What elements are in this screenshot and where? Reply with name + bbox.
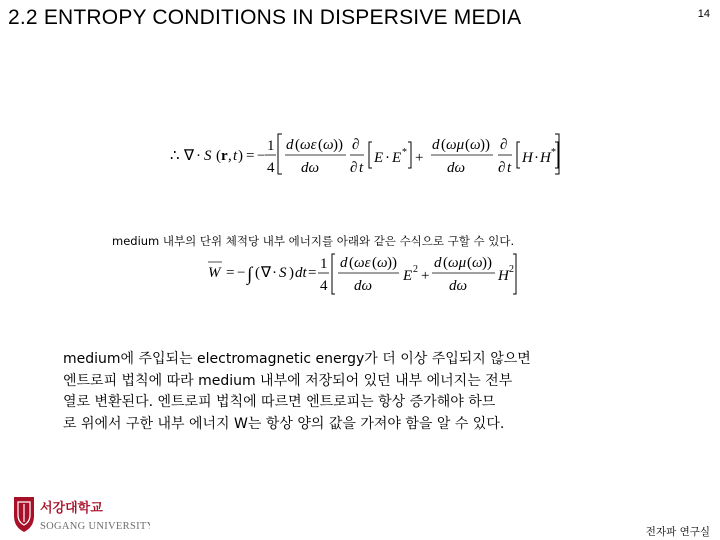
svg-text:4: 4 [320, 278, 328, 294]
university-logo [10, 494, 150, 536]
svg-text:E: E [403, 268, 413, 284]
university-name-english: SOGANG UNIVERSITY [40, 521, 150, 532]
university-name-korean: 서강대학교 [40, 501, 103, 516]
lab-name: 전자파 연구실 [645, 526, 710, 538]
svg-text:·: · [196, 148, 201, 164]
svg-text:*: * [402, 147, 407, 158]
svg-text:=: = [308, 265, 317, 281]
svg-text:ωε: ωε [354, 255, 371, 271]
svg-text:r: r [221, 148, 228, 164]
svg-text:(: ( [349, 255, 354, 271]
svg-text:dt: dt [295, 265, 307, 281]
svg-text:∂: ∂ [352, 137, 360, 153]
paragraph-line: 로 위에서 구한 내부 에너지 W는 항상 양의 값을 가져야 함을 알 수 있다. [63, 415, 505, 432]
svg-text:(: ( [441, 137, 446, 153]
svg-text:+: + [415, 150, 424, 166]
svg-text:ω: ω [323, 137, 334, 153]
svg-text:(: ( [372, 255, 377, 271]
svg-text:d: d [434, 255, 442, 271]
equation-entropy-divergence [170, 128, 560, 180]
svg-text:∂: ∂ [350, 160, 358, 176]
svg-text:,: , [228, 148, 232, 164]
svg-text:H: H [498, 268, 509, 284]
svg-text:)): )) [333, 137, 343, 153]
svg-text:*: * [551, 147, 556, 158]
svg-text:H: H [540, 150, 551, 166]
paragraph-line: medium에 주입되는 electromagnetic energy가 더 이상 주입되지 않으면 [63, 351, 531, 367]
svg-text:E: E [374, 150, 384, 166]
svg-text:W: W [208, 265, 221, 281]
svg-text:)): )) [387, 255, 397, 271]
svg-text:·: · [385, 150, 390, 166]
svg-text:ω: ω [470, 137, 481, 153]
equation-caption: medium 내부의 단위 체적당 내부 에너지를 아래와 같은 수식으로 구할 수 있다. [112, 234, 515, 248]
svg-text:ωμ: ωμ [446, 137, 465, 153]
svg-text:(: ( [443, 255, 448, 271]
paragraph-line: 열로 변환된다. 엔트로피 법칙에 따르면 엔트로피는 항상 증가해야 하므 [63, 394, 496, 410]
svg-text:∇: ∇ [261, 265, 272, 281]
svg-text:(: ( [255, 265, 260, 281]
svg-text:∴: ∴ [170, 148, 180, 164]
svg-text:dω: dω [449, 278, 468, 294]
svg-text:S: S [279, 265, 287, 281]
university-emblem-icon [14, 497, 34, 532]
svg-text:t: t [507, 160, 512, 176]
svg-text:∂: ∂ [500, 137, 508, 153]
paragraph-line: 엔트로피 법칙에 따라 medium 내부에 저장되어 있던 내부 에너지는 전부 [63, 372, 513, 389]
svg-text:−: − [237, 265, 246, 281]
svg-text:S: S [204, 148, 212, 164]
svg-text:1: 1 [267, 138, 275, 154]
svg-text:ωμ: ωμ [448, 255, 467, 271]
svg-text:): ) [238, 148, 243, 164]
equation-internal-energy [206, 250, 526, 300]
svg-text:−: − [257, 148, 266, 164]
svg-text:·: · [272, 265, 277, 281]
svg-text:(: ( [465, 137, 470, 153]
page-number: 14 [697, 8, 710, 20]
svg-text:·: · [534, 150, 539, 166]
svg-text:(: ( [318, 137, 323, 153]
svg-text:(: ( [216, 148, 221, 164]
svg-text:(: ( [467, 255, 472, 271]
svg-text:E: E [392, 150, 402, 166]
svg-text:)): )) [482, 255, 492, 271]
svg-text:dω: dω [301, 160, 320, 176]
svg-text:dω: dω [354, 278, 373, 294]
svg-text:)): )) [480, 137, 490, 153]
svg-text:4: 4 [267, 160, 275, 176]
svg-text:d: d [286, 137, 294, 153]
svg-text:+: + [421, 268, 430, 284]
svg-text:d: d [340, 255, 348, 271]
svg-text:t: t [233, 148, 238, 164]
svg-text:2: 2 [413, 264, 418, 275]
svg-text:dω: dω [447, 160, 466, 176]
svg-text:ωε: ωε [300, 137, 317, 153]
svg-text:t: t [359, 160, 364, 176]
svg-text:H: H [522, 150, 533, 166]
explanation-paragraph [63, 349, 663, 435]
svg-text:d: d [432, 137, 440, 153]
svg-text:1: 1 [320, 256, 328, 272]
svg-text:=: = [226, 265, 235, 281]
svg-text:2: 2 [509, 264, 514, 275]
svg-text:(: ( [295, 137, 300, 153]
slide-title: 2.2 ENTROPY CONDITIONS IN DISPERSIVE MEDIA [8, 6, 522, 29]
svg-text:): ) [289, 265, 294, 281]
svg-text:ω: ω [377, 255, 388, 271]
svg-text:=: = [246, 148, 255, 164]
svg-text:∇: ∇ [184, 148, 195, 164]
svg-text:∫: ∫ [247, 264, 253, 285]
svg-text:ω: ω [472, 255, 483, 271]
svg-text:∂: ∂ [498, 160, 506, 176]
